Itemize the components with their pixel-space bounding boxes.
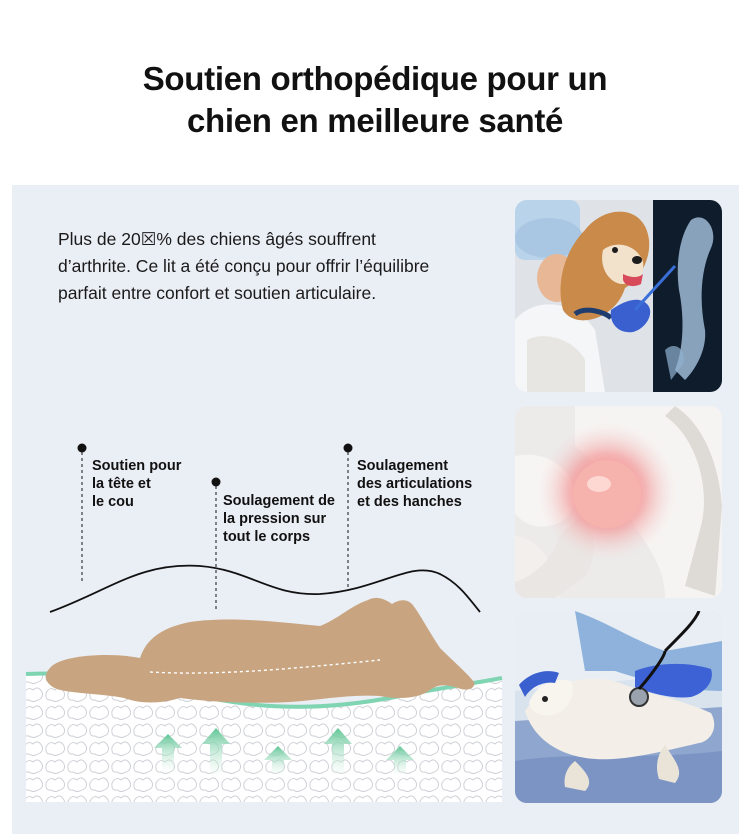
vet-xray-dog-photo	[515, 200, 722, 392]
callout-text-line: Soutien pour	[92, 458, 182, 474]
callout-text-line: la pression sur	[223, 511, 327, 527]
callout-text-line: et des hanches	[357, 494, 462, 510]
dog-silhouette	[46, 598, 474, 703]
intro-text: Plus de 20☒% des chiens âgés souffrent d’arthrite. Ce lit a été conçu pour offrir l’équilibre parfait entre confort et soutien articulaire.	[58, 229, 430, 303]
callout-text-line: la tête et	[92, 476, 151, 492]
callout-text-line: Soulagement	[357, 458, 449, 474]
title-line-2: chien en meilleure santé	[186, 102, 564, 139]
callout-text-line: le cou	[92, 494, 134, 510]
callout-text-line: des articulations	[357, 476, 473, 492]
vet-stethoscope-dog-photo	[515, 611, 722, 803]
support-wave-line	[50, 566, 480, 612]
callout-text-line: Soulagement de	[223, 493, 335, 509]
callout-dot-hips	[344, 444, 353, 453]
callout-body-pressure	[223, 492, 335, 546]
callout-head-neck	[92, 457, 181, 511]
callout-dot-body	[212, 478, 221, 487]
callout-dot-head	[78, 444, 87, 453]
callout-text-line: tout le corps	[223, 529, 311, 545]
title-line-1: Soutien orthopédique pour un	[142, 60, 608, 97]
callout-joints-hips	[357, 457, 472, 511]
hip-joint-inflammation-photo	[515, 406, 722, 598]
